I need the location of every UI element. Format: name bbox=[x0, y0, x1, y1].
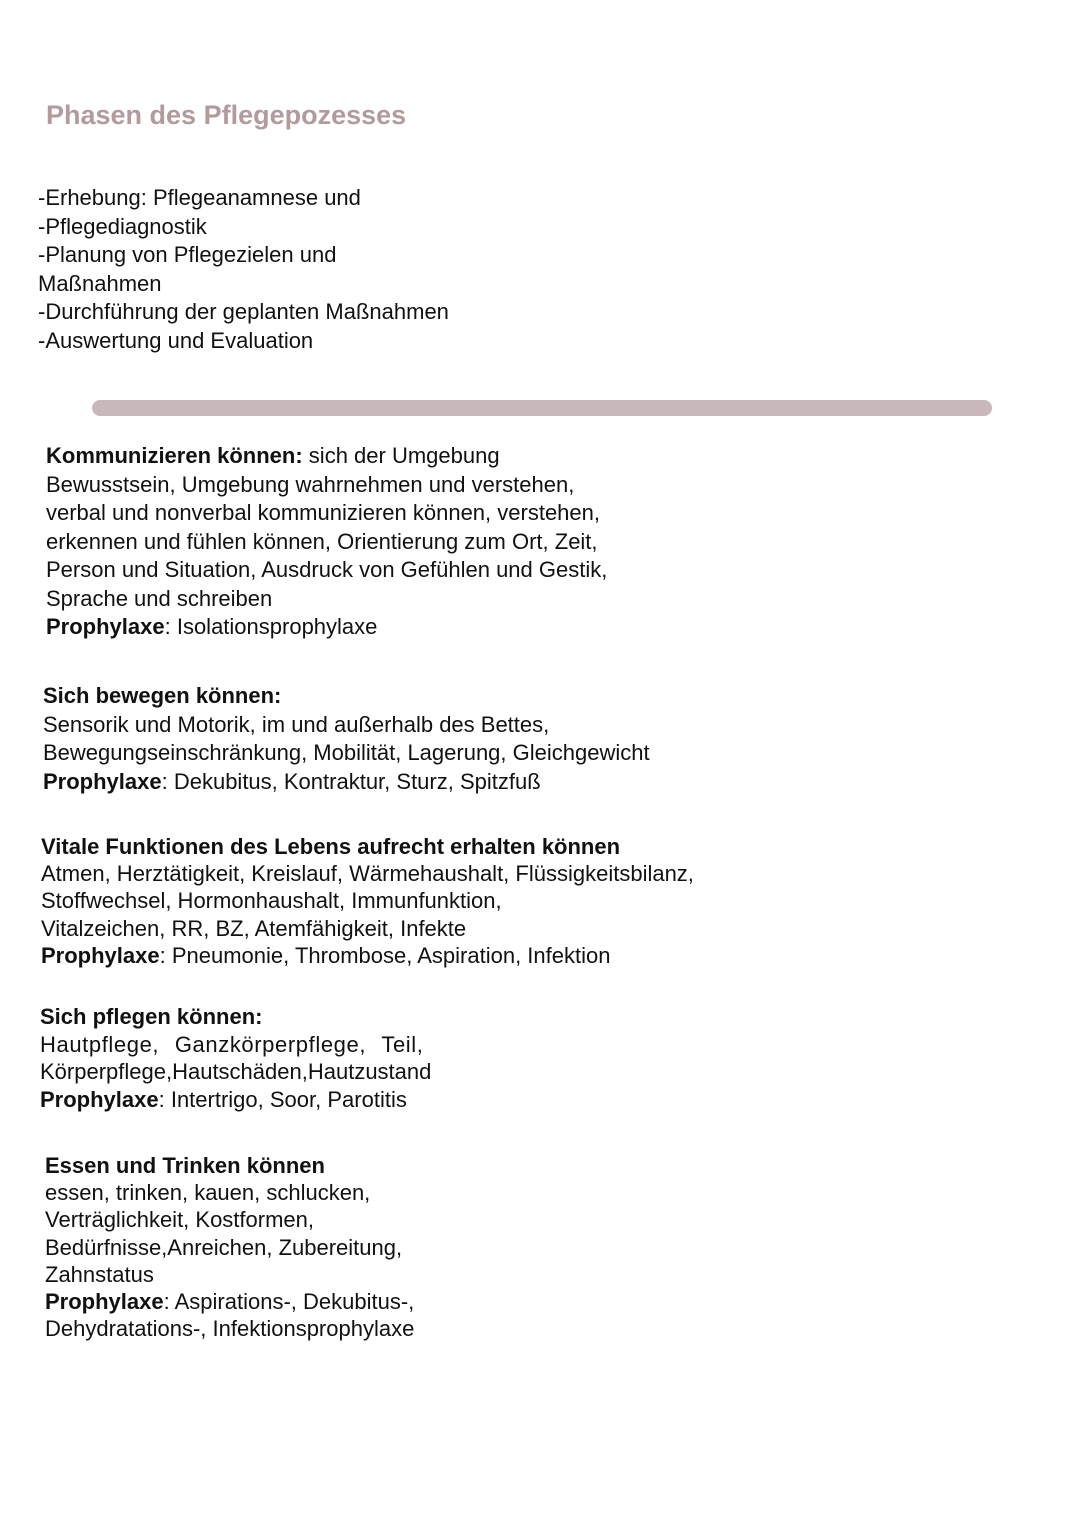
phase-item: -Durchführung der geplanten Maßnahmen bbox=[38, 299, 449, 324]
section-line: Bewusstsein, Umgebung wahrnehmen und verstehen, bbox=[46, 471, 575, 497]
section-line: Bedürfnisse,Anreichen, Zubereitung, bbox=[45, 1234, 403, 1260]
phase-item: -Auswertung und Evaluation bbox=[38, 327, 314, 353]
prophylaxe-label: Prophylaxe bbox=[43, 768, 162, 794]
section-essen-trinken bbox=[45, 1152, 414, 1342]
section-line: Sprache und schreiben bbox=[46, 585, 273, 611]
section-vitale-funktionen bbox=[41, 833, 694, 969]
prophylaxe-label: Prophylaxe bbox=[41, 942, 160, 968]
section-line: Vitalzeichen, RR, BZ, Atemfähigkeit, Infekte bbox=[41, 915, 467, 941]
prophylaxe-text: : Isolationsprophylaxe bbox=[164, 614, 378, 639]
section-heading: Sich bewegen können: bbox=[43, 683, 282, 708]
section-kommunizieren bbox=[46, 442, 607, 642]
prophylaxe-text: : Aspirations-, Dekubitus-, bbox=[163, 1289, 415, 1315]
phases-list bbox=[38, 184, 449, 355]
section-line: Dehydratations-, Infektionsprophylaxe bbox=[45, 1316, 415, 1342]
section-heading: Essen und Trinken können bbox=[45, 1153, 325, 1178]
phase-item: Maßnahmen bbox=[38, 270, 162, 296]
prophylaxe-text: : Dekubitus, Kontraktur, Sturz, Spitzfuß bbox=[161, 768, 541, 794]
section-bewegen bbox=[43, 682, 650, 796]
section-line: Zahnstatus bbox=[45, 1261, 154, 1287]
section-line: Körperpflege,Hautschäden,Hautzustand bbox=[40, 1059, 432, 1084]
section-line: Stoffwechsel, Hormonhaushalt, Immunfunktion, bbox=[41, 888, 502, 914]
prophylaxe-text: : Intertrigo, Soor, Parotitis bbox=[158, 1086, 407, 1112]
prophylaxe-text: : Pneumonie, Thrombose, Aspiration, Infektion bbox=[159, 942, 611, 968]
page-title: Phasen des Pflegepozesses bbox=[46, 100, 407, 130]
section-text: sich der Umgebung bbox=[302, 443, 500, 468]
prophylaxe-label: Prophylaxe bbox=[45, 1289, 164, 1315]
phase-item: -Pflegediagnostik bbox=[38, 213, 207, 239]
section-line: essen, trinken, kauen, schlucken, bbox=[45, 1180, 371, 1206]
section-line: Verträglichkeit, Kostformen, bbox=[45, 1207, 315, 1233]
section-line: Person und Situation, Ausdruck von Gefühlen und Gestik, bbox=[46, 557, 608, 582]
section-heading: Sich pflegen können: bbox=[40, 1004, 263, 1029]
section-line: Sensorik und Motorik, im und außerhalb des Bettes, bbox=[43, 711, 550, 737]
section-line: Atmen, Herztätigkeit, Kreislauf, Wärmehaushalt, Flüssigkeitsbilanz, bbox=[41, 861, 694, 887]
section-divider bbox=[92, 400, 992, 416]
prophylaxe-label: Prophylaxe bbox=[40, 1086, 159, 1112]
prophylaxe-label: Prophylaxe bbox=[46, 614, 165, 639]
section-line: Hautpflege, Ganzkörperpflege, Teil, bbox=[40, 1031, 424, 1057]
phase-item: -Planung von Pflegezielen und bbox=[38, 242, 337, 267]
section-line: Bewegungseinschränkung, Mobilität, Lagerung, Gleichgewicht bbox=[43, 740, 650, 765]
section-line: verbal und nonverbal kommunizieren können, verstehen, bbox=[46, 500, 600, 525]
section-line: erkennen und fühlen können, Orientierung zum Ort, Zeit, bbox=[46, 528, 598, 554]
section-heading: Kommunizieren können: bbox=[46, 443, 303, 468]
section-pflegen bbox=[40, 1003, 431, 1113]
section-heading: Vitale Funktionen des Lebens aufrecht erhalten können bbox=[41, 834, 621, 859]
phase-item: -Erhebung: Pflegeanamnese und bbox=[38, 185, 361, 210]
